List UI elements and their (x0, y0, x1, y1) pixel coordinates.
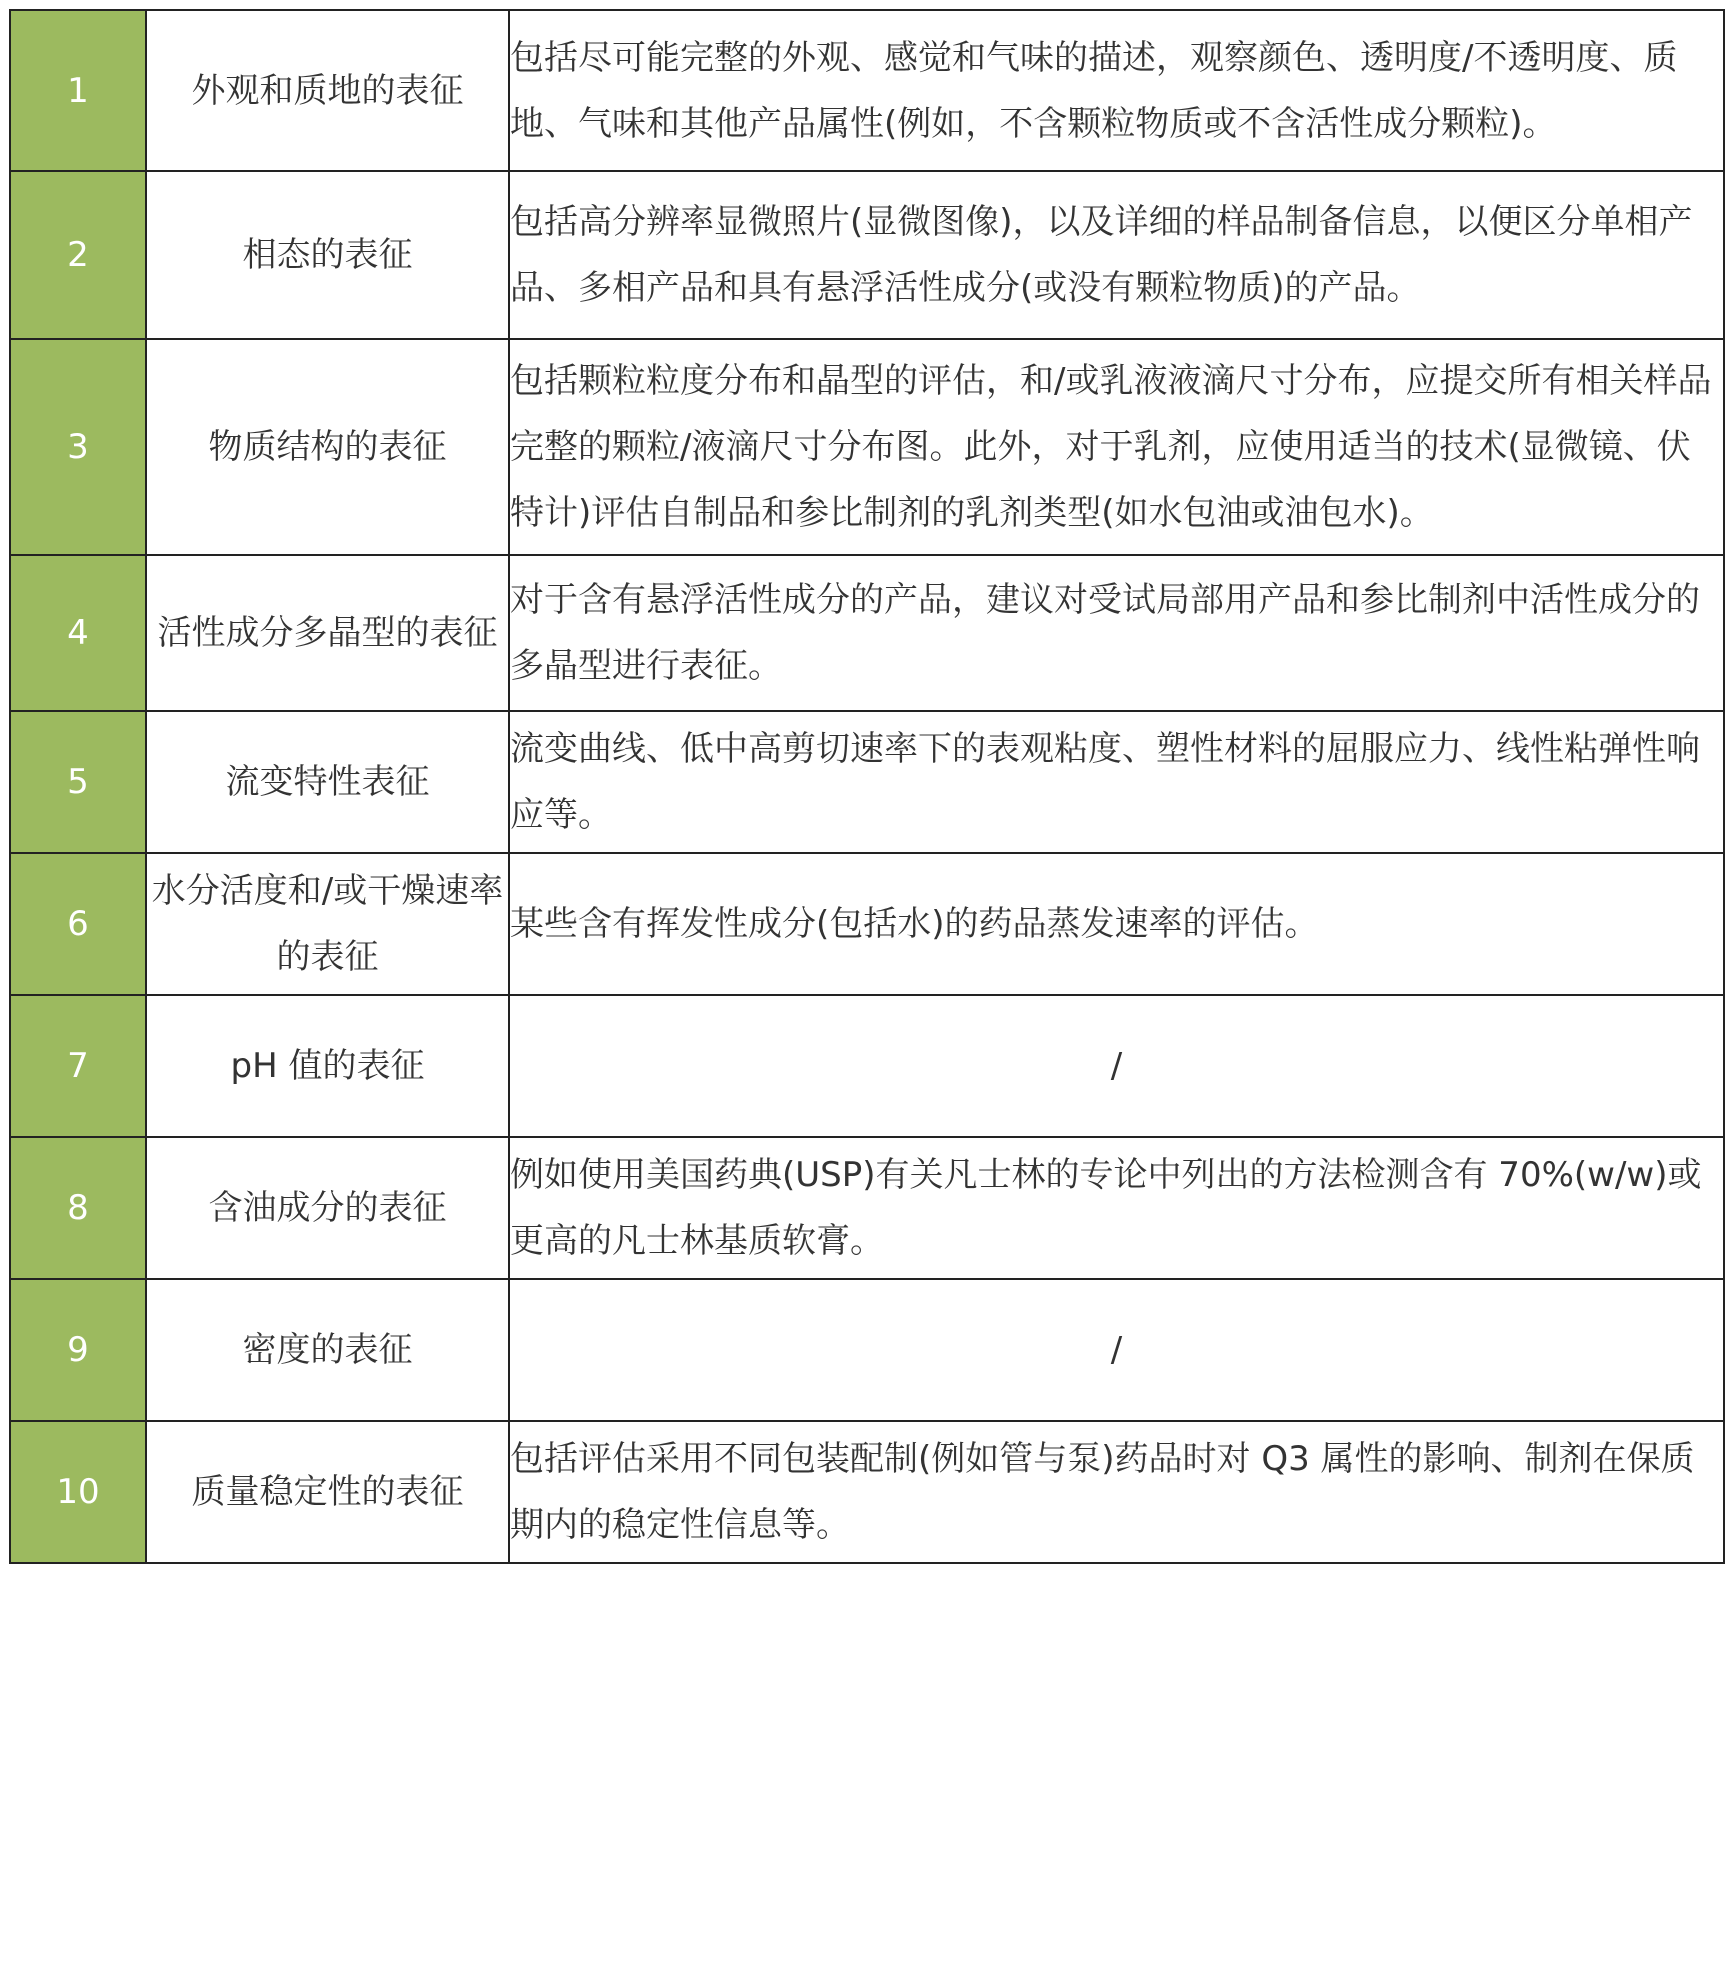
characterization-item: 外观和质地的表征 (146, 10, 509, 171)
row-number: 6 (10, 853, 146, 995)
characterization-item: 质量稳定性的表征 (146, 1421, 509, 1563)
row-number: 8 (10, 1137, 146, 1279)
characterization-item: pH 值的表征 (146, 995, 509, 1137)
row-number: 9 (10, 1279, 146, 1421)
table-row (10, 1137, 1724, 1279)
characterization-item: 相态的表征 (146, 171, 509, 339)
table-row (10, 10, 1724, 171)
characterization-item: 流变特性表征 (146, 711, 509, 853)
characterization-description: 包括尽可能完整的外观、感觉和气味的描述，观察颜色、透明度/不透明度、质地、气味和其他产品属性(例如，不含颗粒物质或不含活性成分颗粒)。 (509, 10, 1724, 171)
characterization-item: 密度的表征 (146, 1279, 509, 1421)
row-number: 2 (10, 171, 146, 339)
row-number: 4 (10, 555, 146, 711)
characterization-description: / (509, 995, 1724, 1137)
characterization-item: 活性成分多晶型的表征 (146, 555, 509, 711)
characterization-description: 包括颗粒粒度分布和晶型的评估，和/或乳液液滴尺寸分布，应提交所有相关样品完整的颗粒/液滴尺寸分布图。此外，对于乳剂，应使用适当的技术(显微镜、伏特计)评估自制品和参比制剂的乳剂类型(如水包油或油包水)。 (509, 339, 1724, 555)
characterization-description: 包括高分辨率显微照片(显微图像)，以及详细的样品制备信息，以便区分单相产品、多相产品和具有悬浮活性成分(或没有颗粒物质)的产品。 (509, 171, 1724, 339)
characterization-item: 水分活度和/或干燥速率的表征 (146, 853, 509, 995)
table-row (10, 853, 1724, 995)
row-number: 3 (10, 339, 146, 555)
table-row (10, 995, 1724, 1137)
characterization-item: 物质结构的表征 (146, 339, 509, 555)
row-number: 1 (10, 10, 146, 171)
characterization-table (9, 9, 1725, 1564)
characterization-item: 含油成分的表征 (146, 1137, 509, 1279)
characterization-description: 流变曲线、低中高剪切速率下的表观粘度、塑性材料的屈服应力、线性粘弹性响应等。 (509, 711, 1724, 853)
characterization-description: 某些含有挥发性成分(包括水)的药品蒸发速率的评估。 (509, 853, 1724, 995)
characterization-description: 对于含有悬浮活性成分的产品，建议对受试局部用产品和参比制剂中活性成分的多晶型进行表征。 (509, 555, 1724, 711)
characterization-description: 例如使用美国药典(USP)有关凡士林的专论中列出的方法检测含有 70%(w/w)或更高的凡士林基质软膏。 (509, 1137, 1724, 1279)
table-row (10, 1421, 1724, 1563)
characterization-table-container (9, 9, 1723, 1564)
row-number: 10 (10, 1421, 146, 1563)
table-row (10, 171, 1724, 339)
row-number: 7 (10, 995, 146, 1137)
table-row (10, 711, 1724, 853)
table-row (10, 1279, 1724, 1421)
row-number: 5 (10, 711, 146, 853)
table-row (10, 555, 1724, 711)
table-row (10, 339, 1724, 555)
characterization-description: / (509, 1279, 1724, 1421)
characterization-description: 包括评估采用不同包装配制(例如管与泵)药品时对 Q3 属性的影响、制剂在保质期内的稳定性信息等。 (509, 1421, 1724, 1563)
